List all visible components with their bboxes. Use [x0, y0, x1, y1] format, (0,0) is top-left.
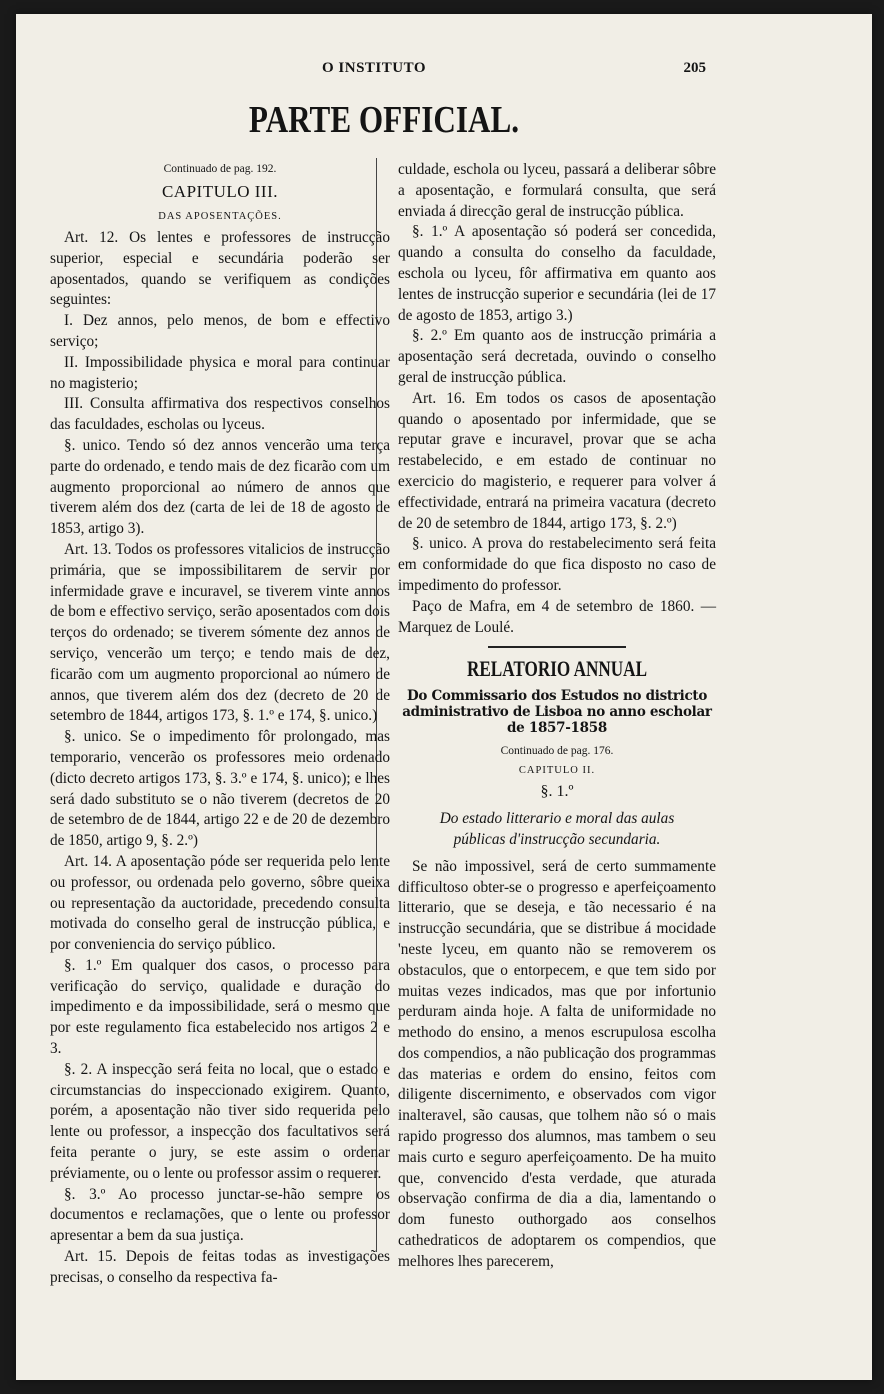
paragraph: §. 1.º Em qualquer dos casos, o processo para verificação do serviço, qualidade e duração do impedimento e da impossibilidade, será o mesmo que por este regulamento fica estabelecido nos artigos 2 e 3.	[50, 956, 390, 1058]
paragraph: I. Dez annos, pelo menos, de bom e effectivo serviço;	[50, 312, 390, 350]
paragraph: culdade, eschola ou lyceu, passará a deliberar sôbre a aposentação, e formulará consulta, que será enviada á direcção geral de instrucção pública.	[398, 161, 716, 220]
continued-note: Continuado de pag. 192.	[163, 163, 277, 175]
journal-title: O INSTITUTO	[321, 60, 426, 76]
report-chapter: CAPITULO II.	[518, 765, 596, 777]
section-title: PARTE OFFICIAL.	[248, 99, 520, 141]
chapter-heading: CAPITULO III.	[161, 182, 279, 201]
report-body: Se não impossivel, será de certo summamente difficultoso obter-se o progresso e aperfeiçoamento litterario, que se deseja, e tão necessario é na instrucção secundária, que se distribue á mocidade 'neste lyceu, em quanto não se removerem os obstaculos, que o entorpecem, e que tem sido por muitas vezes indicados, mas que por infortunio perduram ainda hoje. A falta de uniformidade no methodo do ensino, a menos escrupulosa escolha dos compendios, a não publicação dos programmas das materias e ordem do ensino, feitos com diligente discernimento, e observados com vigor inalteravel, são causas, que tolhem não só o mais rapido progresso dos alumnos, mas tambem o seu mais curto e seguro aperfeiçoamento. De ha muito que, convencido d'esta verdade, que aturada observação confirma de dia a dia, lamentando o dom funesto outhorgado aos conselhos cathedraticos de adoptarem os compendios, que melhores lhes parecerem,	[398, 857, 716, 1270]
paragraph: Art. 13. Todos os professores vitalicios de instrucção primária, que se impossibilitarem de servir por infermidade grave e incuravel, se tiverem vinte annos de bom e effectivo serviço, serão aposentados com dois terços do ordenado; se tiverem sómente dez annos de serviço, vencerão um terço; e tendo mais de dez, ficarão com um augmento proporcional ao número de annos, que tiverem além dos dez (decreto de 20 de setembro de 1844, artigos 173, §. 1.º e 174, §. unico.)	[50, 540, 390, 725]
report-section-heading: Do estado litterario e moral das aulas públicas d'instrucção secundaria.	[439, 810, 675, 848]
report-title: RELATORIO ANNUAL	[466, 656, 648, 682]
right-column	[398, 160, 716, 1273]
left-column	[50, 160, 390, 1289]
document-page	[16, 14, 872, 1380]
paragraph: §. 1.º A aposentação só poderá ser concedida, quando a consulta do conselho da faculdade, eschola ou lyceu, fôr affirmativa em quanto aos lentes de instrucção superior e secundária (lei de 17 de agosto de 1853, artigo 3.)	[398, 223, 716, 324]
paragraph: §. 2. A inspecção será feita no local, que o estado e circumstancias do inspeccionado exigirem. Quanto, porém, a aposentação não tiver sido requerida pelo lente ou professor, a inspecção dos facultativos será feita perante o jury, se este assim o ordenar préviamente, ou o lente ou professor assim o requerer.	[50, 1060, 390, 1182]
paragraph: II. Impossibilidade physica e moral para continuar no magisterio;	[50, 353, 390, 392]
paragraph: Art. 15. Depois de feitas todas as investigações precisas, o conselho da respectiva fa-	[50, 1248, 390, 1286]
page-number: 205	[683, 60, 706, 76]
paragraph: Art. 16. Em todos os casos de aposentação quando o aposentado por infermidade, que se reputar grave e incuravel, provar que se acha restabelecido, e em estado de continuar no exercicio do magisterio, e requerer para volver á effectividade, entrará na primeira vacatura (decreto de 20 de setembro de 1844, artigo 173, §. 2.º)	[398, 389, 716, 532]
paragraph: III. Consulta affirmativa dos respectivos conselhos das faculdades, escholas ou lyceus.	[50, 395, 390, 434]
section-rule	[488, 646, 626, 648]
paragraph: §. 3.º Ao processo junctar-se-hão sempre os documentos e reclamações, que o lente ou professor apresentar a bem da sua justiça.	[50, 1185, 390, 1245]
paragraph: Art. 12. Os lentes e professores de instrucção superior, especial e secundária poderão ser aposentados, quando se verifiquem as condições seguintes:	[50, 229, 390, 309]
chapter-subtitle: DAS APOSENTAÇÕES.	[158, 211, 282, 222]
paragraph: §. unico. Se o impedimento fôr prolongado, mas temporario, vencerão os professores meio ordenado (dicto decreto artigos 173, §. 3.º e 174, §. unico); e lhes será dado substituto se o não tiverem (decretos de 20 de setembro de de 1844, artigo 22 e de 20 de dezembro de 1850, artigo 9, §. 2.º)	[50, 728, 390, 850]
paragraph: §. unico. Tendo só dez annos vencerão uma terça parte do ordenado, e tendo mais de dez ficarão com um augmento proporcional ao número de annos que tiverem além dos dez (carta de lei de 18 de agosto de 1853, artigo 3).	[50, 436, 390, 538]
paragraph: Art. 14. A aposentação póde ser requerida pelo lente ou professor, ou ordenada pelo governo, sôbre queixa ou representação da auctoridade, precedendo consulta motivada do conselho geral de instrucção pública, e por conveniencia do serviço público.	[50, 852, 390, 954]
paragraph: §. unico. A prova do restabelecimento será feita em conformidade do que fica disposto no caso de impedimento do professor.	[398, 535, 716, 594]
report-continued-note: Continuado de pag. 176.	[500, 745, 614, 758]
report-subtitle: Do Commissario dos Estudos no districto administrativo de Lisboa no anno escholar de 1857-1858	[402, 688, 712, 737]
paragraph: §. 2.º Em quanto aos de instrucção primária a aposentação será decretada, ouvindo o conselho geral de instrucção pública.	[398, 327, 716, 386]
signature-line: Paço de Mafra, em 4 de setembro de 1860. — Marquez de Loulé.	[398, 597, 716, 636]
running-header	[16, 60, 872, 82]
report-section-number: §. 1.º	[540, 783, 574, 801]
